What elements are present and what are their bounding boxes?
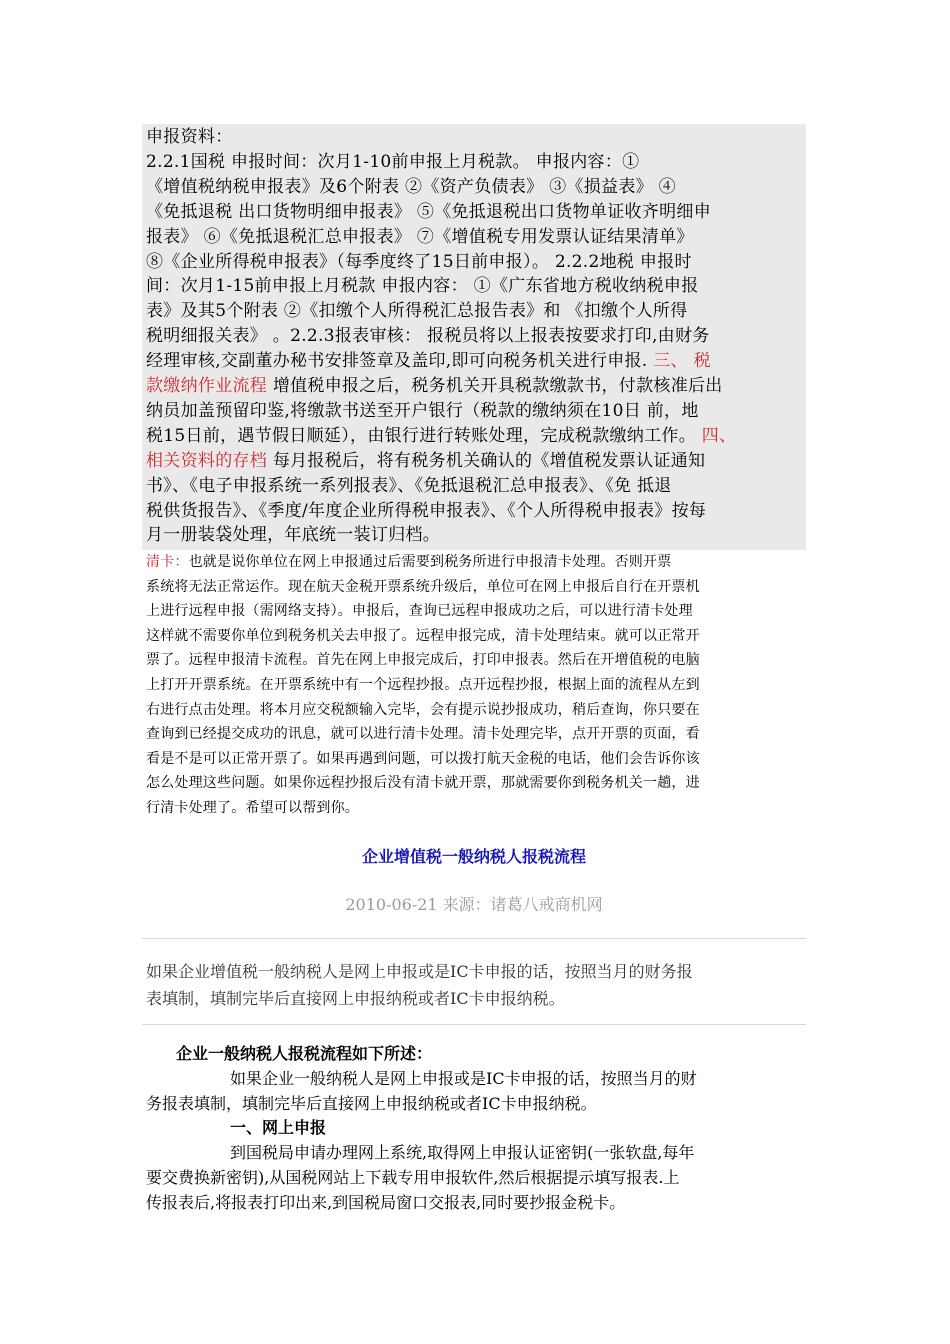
text-line xyxy=(146,250,692,275)
text-segment: 这样就不需要你单位到税务机关去申报了。远程申报完成，清卡处理结束。就可以正常开 xyxy=(146,627,700,644)
text-segment: 上打开开票系统。在开票系统中有一个远程抄报。点开远程抄报，根据上面的流程从左到 xyxy=(146,677,700,693)
intro-line: 表填制，填制完毕后直接网上申报纳税或者IC卡申报纳税。 xyxy=(146,989,565,1008)
article-meta: 2010-06-21 来源：诸葛八戒商机网 xyxy=(345,895,603,914)
text-segment: 书》、《电子申报系统一系列报表》、《免抵退税汇总申报表》、《免 抵退 xyxy=(146,475,672,496)
text-line xyxy=(146,771,700,796)
text-line xyxy=(146,722,700,747)
text-segment: 2.2.1国税 申报时间：次月1-10前申报上月税款。 申报内容：① xyxy=(146,151,640,172)
text-segment: 怎么处理这些问题。如果你远程抄报后没有清卡就开票，那就需要你到税务机关一趟，进 xyxy=(146,775,700,792)
highlight-text: 相关资料的存档 xyxy=(146,450,268,471)
text-segment: 每月报税后，将有税务机关确认的《增值税发票认证通知 xyxy=(267,450,706,471)
body-line: 如果企业一般纳税人是网上申报或是IC卡申报的话，按照当月的财 xyxy=(230,1069,697,1088)
highlight-text: 三、 税 xyxy=(653,351,711,372)
text-line xyxy=(146,673,700,698)
text-line xyxy=(146,599,693,624)
body-line: 要交费换新密钥),从国税网站上下载专用申报软件,然后根据提示填写报表.上 xyxy=(146,1168,680,1187)
text-segment: 也就是说你单位在网上申报通过后需要到税务所进行申报清卡处理。否则开票 xyxy=(188,554,672,570)
text-line xyxy=(146,550,671,575)
text-line xyxy=(146,175,676,200)
intro-line: 如果企业增值税一般纳税人是网上申报或是IC卡申报的话，按照当月的财务报 xyxy=(146,962,693,981)
text-segment: 经理审核,交副董办秘书安排签章及盖印,即可向税务机关进行申报. xyxy=(146,351,654,372)
filing-procedure-block xyxy=(142,124,806,550)
body-line: 到国税局申请办理网上系统,取得网上申报认证密钥(一张软盘,每年 xyxy=(230,1143,695,1162)
text-line xyxy=(146,523,440,548)
highlight-text: 清卡： xyxy=(146,554,189,570)
text-line xyxy=(146,648,700,673)
text-segment: 系统将无法正常运作。现在航天金税开票系统升级后，单位可在网上申报后自行在开票机 xyxy=(146,578,700,595)
text-line xyxy=(146,499,706,524)
text-segment: 查询到已经提交成功的讯息，就可以进行清卡处理。清卡处理完毕，点开开票的页面，看 xyxy=(146,726,700,743)
text-line xyxy=(146,225,694,250)
text-line xyxy=(146,575,700,600)
highlight-text: 四、 xyxy=(701,425,737,446)
text-line xyxy=(146,424,736,449)
text-line xyxy=(146,324,710,349)
text-segment: 税供货报告》、《季度/年度企业所得税申报表》、《个人所得税申报表》按每 xyxy=(146,500,707,521)
text-segment: 票了。远程申报清卡流程。首先在网上申报完成后，打印申报表。然后在开增值税的电脑 xyxy=(146,652,700,669)
text-line xyxy=(146,299,688,324)
text-line xyxy=(146,374,723,399)
text-line xyxy=(146,274,699,299)
text-line xyxy=(146,796,359,821)
text-segment: ⑧《企业所得税申报表》（每季度终了15日前申报）。 2.2.2地税 申报时 xyxy=(146,251,692,272)
divider-bottom xyxy=(142,1024,806,1025)
text-line xyxy=(146,449,705,474)
body-line: 务报表填制，填制完毕后直接网上申报纳税或者IC卡申报纳税。 xyxy=(146,1094,597,1113)
text-segment: 增值税申报之后，税务机关开具税款缴款书，付款核准后出 xyxy=(267,376,723,396)
text-segment: 月一册装袋处理，年底统一装订归档。 xyxy=(146,525,441,546)
section-heading: 企业一般纳税人报税流程如下所述： xyxy=(176,1044,433,1063)
text-segment: 右进行点击处理。将本月应交税额输入完毕，会有提示说抄报成功，稍后查询，你只要在 xyxy=(146,701,700,718)
text-line xyxy=(146,349,711,374)
text-line xyxy=(146,200,711,225)
text-line xyxy=(146,150,639,175)
text-segment: 报表》 ⑥《免抵退税汇总申报表》 ⑦《增值税专用发票认证结果清单》 xyxy=(146,226,694,247)
text-segment: 行清卡处理了。希望可以帮到你。 xyxy=(146,800,359,816)
text-segment: 纳员加盖预留印鉴,将缴款书送至开户银行（税款的缴纳须在10日 前，地 xyxy=(146,400,699,421)
text-segment: 《增值税纳税申报表》及6个附表 ②《资产负债表》 ③《损益表》 ④ xyxy=(146,176,676,197)
highlight-text: 款缴纳作业流程 xyxy=(146,376,268,396)
text-line xyxy=(146,698,700,723)
body-line: 传报表后,将报表打印出来,到国税局窗口交报表,同时要抄报金税卡。 xyxy=(146,1193,626,1212)
text-line xyxy=(146,747,700,772)
text-line xyxy=(146,624,700,649)
text-segment: 税明细报关表》 。2.2.3报表审核： 报税员将以上报表按要求打印,由财务 xyxy=(146,326,710,347)
text-segment: 上进行远程申报（需网络支持）。申报后，查询已远程申报成功之后，可以进行清卡处理 xyxy=(146,603,693,620)
text-line xyxy=(146,125,233,150)
text-segment: 《免抵退税 出口货物明细申报表》 ⑤《免抵退税出口货物单证收齐明细申 xyxy=(146,201,712,222)
divider-top xyxy=(142,938,806,939)
text-segment: 表》及其5个附表 ②《扣缴个人所得税汇总报告表》和 《扣缴个人所得 xyxy=(146,301,688,322)
text-line xyxy=(146,474,672,499)
subsection-heading: 一、网上申报 xyxy=(230,1118,327,1137)
article-title: 企业增值税一般纳税人报税流程 xyxy=(361,847,586,866)
text-segment: 看是不是可以正常开票了。如果再遇到问题，可以拨打航天金税的电话，他们会告诉你该 xyxy=(146,750,700,767)
text-segment: 申报资料： xyxy=(146,127,233,147)
text-segment: 税15日前，遇节假日顺延），由银行进行转账处理，完成税款缴纳工作。 xyxy=(146,425,702,446)
text-line xyxy=(146,399,699,424)
text-segment: 间：次月1-15前申报上月税款 申报内容： ①《广东省地方税收纳税申报 xyxy=(146,276,699,297)
